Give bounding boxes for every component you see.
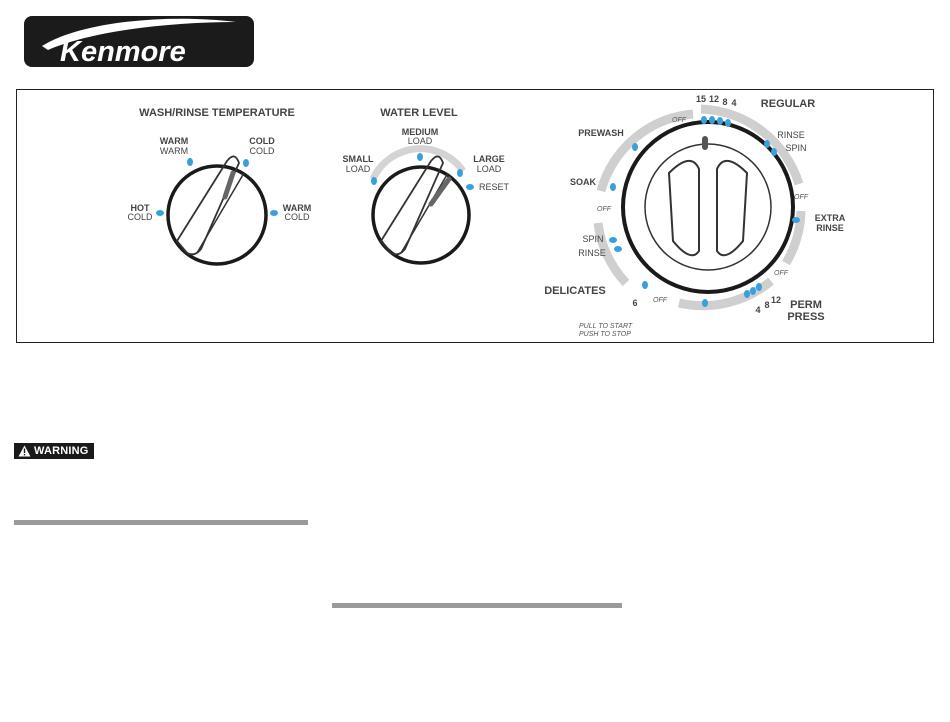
level-label-large-1: LARGE <box>473 154 505 164</box>
off-label-bottom: OFF <box>653 297 667 304</box>
off-label-left: OFF <box>597 206 611 213</box>
regular-num-15: 15 <box>695 94 707 104</box>
temp-label-warm-warm-2: WARM <box>159 146 189 156</box>
cycle-label-delicates: DELICATES <box>544 285 606 297</box>
temp-indicator-warm-cold <box>270 210 278 216</box>
perm-num-8: 8 <box>764 300 770 310</box>
section-divider-middle <box>332 603 622 608</box>
regular-num-8: 8 <box>722 97 728 107</box>
cycle-label-spin-left: SPIN <box>582 234 604 244</box>
off-label-lower-right: OFF <box>774 270 788 277</box>
cycle-label-regular: REGULAR <box>760 98 816 110</box>
cycle-label-perm-2: PRESS <box>787 311 825 323</box>
cycle-label-soak: SOAK <box>569 177 597 187</box>
level-label-medium-1: MEDIUM <box>401 127 439 137</box>
control-panel <box>16 89 934 343</box>
temp-indicator-cold-cold <box>243 159 249 167</box>
section-divider-left <box>14 520 308 525</box>
level-indicator-small <box>371 177 377 185</box>
temp-indicator-hot-cold <box>156 210 164 216</box>
temp-title: WASH/RINSE TEMPERATURE <box>139 107 295 119</box>
perm-num-4: 4 <box>755 305 761 315</box>
warning-badge <box>14 443 94 459</box>
level-indicator-reset <box>466 184 474 190</box>
level-indicator-medium <box>417 153 423 161</box>
warning-icon <box>18 445 31 457</box>
perm-num-12: 12 <box>770 295 782 305</box>
temp-label-hot-cold-2: COLD <box>127 212 153 222</box>
temp-label-hot-cold-1: HOT <box>130 203 150 213</box>
level-indicator-large <box>457 169 463 177</box>
cycle-label-rinse-top: RINSE <box>777 130 805 140</box>
cycle-label-extra-rinse-1: EXTRA <box>814 213 846 223</box>
cycle-label-spin-top: SPIN <box>785 143 807 153</box>
cycle-label-rinse-left: RINSE <box>578 248 606 258</box>
delicates-num-6: 6 <box>632 298 638 308</box>
level-label-medium-2: LOAD <box>407 136 433 146</box>
cycle-label-prewash: PREWASH <box>578 128 624 138</box>
regular-num-12: 12 <box>708 94 720 104</box>
warning-label: WARNING <box>34 445 89 457</box>
level-label-large-2: LOAD <box>476 164 502 174</box>
logo-text: Kenmore <box>60 36 186 67</box>
cycle-label-perm-1: PERM <box>790 299 822 311</box>
temp-label-warm-cold-2: COLD <box>284 212 310 222</box>
regular-num-4: 4 <box>731 98 737 108</box>
temp-label-warm-warm-1: WARM <box>159 136 189 146</box>
temp-label-cold-cold-1: COLD <box>249 136 275 146</box>
level-label-small-1: SMALL <box>342 154 374 164</box>
off-label-top: OFF <box>672 117 686 124</box>
cycle-label-extra-rinse-2: RINSE <box>816 223 844 233</box>
temp-label-warm-cold-1: WARM <box>282 203 312 213</box>
pull-to-start: PULL TO START <box>579 323 633 330</box>
temp-label-cold-cold-2: COLD <box>249 146 275 156</box>
temp-indicator-warm-warm <box>187 158 193 166</box>
push-to-stop: PUSH TO STOP <box>579 331 631 338</box>
level-title: WATER LEVEL <box>380 107 458 119</box>
level-label-reset: RESET <box>479 182 510 192</box>
temp-knob[interactable] <box>168 156 266 264</box>
level-label-small-2: LOAD <box>345 164 371 174</box>
water-level-knob[interactable] <box>373 156 469 263</box>
off-label-right: OFF <box>794 194 808 201</box>
